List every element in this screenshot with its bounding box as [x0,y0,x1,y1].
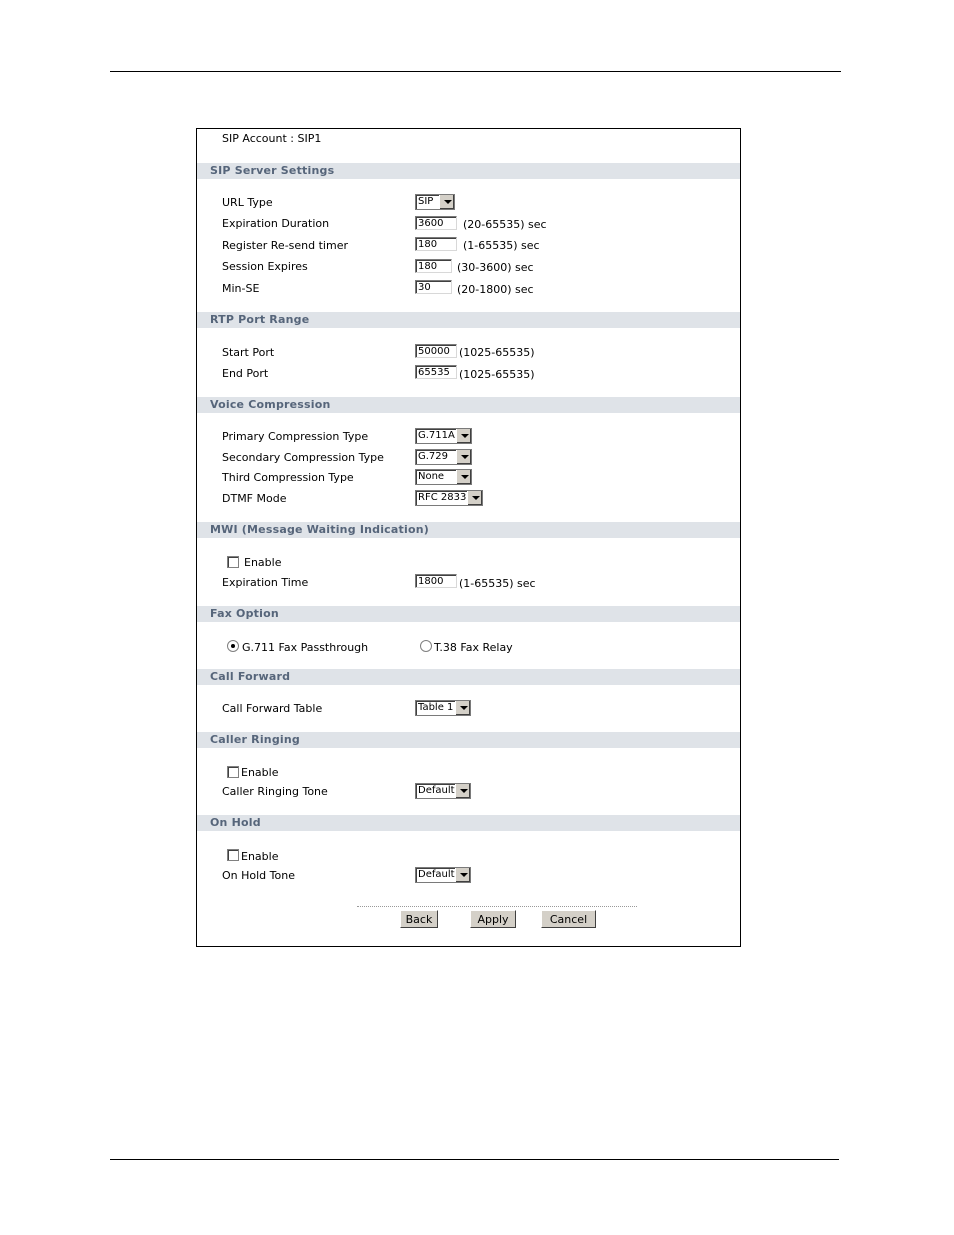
end-port-input[interactable]: 65535 [415,365,457,379]
session-expires-hint: (30-3600) sec [457,261,534,274]
caller-ringing-enable-label: Enable [241,766,279,779]
primary-compression-value: G.711A [418,430,455,441]
dtmf-mode-label: DTMF Mode [222,492,287,505]
page-header-rule [110,71,841,72]
section-title: MWI (Message Waiting Indication) [210,523,429,536]
fax-g711-label: G.711 Fax Passthrough [242,641,369,654]
secondary-compression-select[interactable] [415,449,472,465]
fax-t38-label: T.38 Fax Relay [434,641,513,654]
section-on-hold [197,815,740,831]
on-hold-enable-label: Enable [241,850,279,863]
button-divider [357,906,637,907]
chevron-down-icon [456,470,471,484]
third-compression-label: Third Compression Type [222,471,354,484]
on-hold-tone-select[interactable] [415,867,471,883]
start-port-input[interactable]: 50000 [415,344,457,358]
section-title: RTP Port Range [210,313,310,326]
fax-g711-radio[interactable] [227,640,239,652]
mwi-expiration-label: Expiration Time [222,576,309,589]
section-title: Voice Compression [210,398,331,411]
cancel-button[interactable]: Cancel [541,910,596,928]
expiration-duration-hint: (20-65535) sec [463,218,547,231]
start-port-hint: (1025-65535) [459,346,535,359]
section-fax-option [197,606,740,622]
url-type-select[interactable] [415,194,455,210]
url-type-label: URL Type [222,196,273,209]
secondary-compression-value: G.729 [418,451,449,462]
sip-account-form [196,128,741,947]
section-title: Call Forward [210,670,291,683]
on-hold-tone-value: Default [418,869,455,880]
section-title: Fax Option [210,607,279,620]
primary-compression-select[interactable] [415,428,472,444]
back-button[interactable]: Back [400,910,438,928]
dtmf-mode-select[interactable] [415,490,483,506]
section-title: On Hold [210,816,261,829]
caller-ringing-enable-checkbox[interactable] [227,766,239,778]
chevron-down-icon [455,701,470,715]
section-voice-compression [197,397,740,413]
on-hold-enable-checkbox[interactable] [227,849,239,861]
primary-compression-label: Primary Compression Type [222,430,369,443]
session-expires-label: Session Expires [222,260,308,273]
on-hold-tone-label: On Hold Tone [222,869,295,882]
end-port-hint: (1025-65535) [459,368,535,381]
section-title: Caller Ringing [210,733,300,746]
url-type-value: SIP [418,196,434,207]
chevron-down-icon [455,868,470,882]
secondary-compression-label: Secondary Compression Type [222,451,384,464]
min-se-label: Min-SE [222,282,260,295]
register-resend-hint: (1-65535) sec [463,239,540,252]
third-compression-value: None [418,471,445,482]
session-expires-input[interactable]: 180 [415,259,452,273]
register-resend-input[interactable]: 180 [415,237,457,251]
account-title: SIP Account : SIP1 [222,132,322,145]
mwi-enable-label: Enable [244,556,282,569]
mwi-expiration-input[interactable]: 1800 [415,574,457,588]
section-title: SIP Server Settings [210,164,335,177]
call-forward-table-value: Table 1 [418,702,454,713]
apply-button[interactable]: Apply [470,910,516,928]
page-footer-rule [110,1159,839,1160]
section-call-forward [197,669,740,685]
section-mwi [197,522,740,538]
min-se-hint: (20-1800) sec [457,283,534,296]
caller-ringing-tone-select[interactable] [415,783,471,799]
dtmf-mode-value: RFC 2833 [418,492,467,503]
section-caller-ringing [197,732,740,748]
mwi-enable-checkbox[interactable] [227,556,239,568]
third-compression-select[interactable] [415,469,472,485]
fax-t38-radio[interactable] [420,640,432,652]
chevron-down-icon [455,784,470,798]
section-rtp-port-range [197,312,740,328]
min-se-input[interactable]: 30 [415,280,452,294]
call-forward-table-label: Call Forward Table [222,702,323,715]
call-forward-table-select[interactable] [415,700,471,716]
caller-ringing-tone-label: Caller Ringing Tone [222,785,328,798]
mwi-expiration-hint: (1-65535) sec [459,577,536,590]
caller-ringing-tone-value: Default [418,785,455,796]
chevron-down-icon [456,429,471,443]
end-port-label: End Port [222,367,269,380]
start-port-label: Start Port [222,346,275,359]
chevron-down-icon [439,195,454,209]
chevron-down-icon [456,450,471,464]
expiration-duration-label: Expiration Duration [222,217,330,230]
section-sip-server [197,163,740,179]
chevron-down-icon [467,491,482,505]
register-resend-label: Register Re-send timer [222,239,348,252]
expiration-duration-input[interactable]: 3600 [415,216,457,230]
